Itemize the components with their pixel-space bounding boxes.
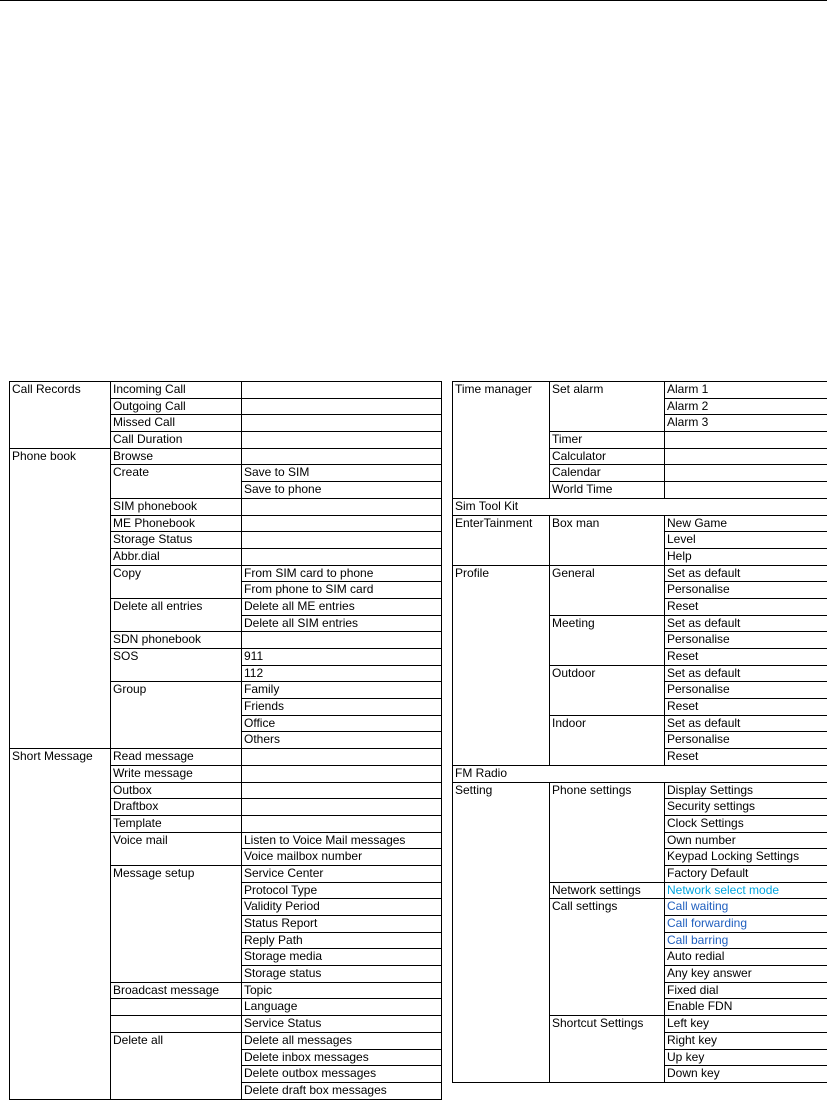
option-blank: [242, 448, 442, 465]
menu-row: [10, 382, 442, 399]
submenu-broadcast-message: Broadcast message: [111, 982, 242, 999]
submenu-sos: SOS: [111, 649, 242, 682]
option-blank: [242, 498, 442, 515]
option-blank: [665, 482, 827, 499]
option-blank: [242, 815, 442, 832]
option-blank: [242, 632, 442, 649]
submenu-calendar: Calendar: [550, 465, 665, 482]
option-topic: Topic: [242, 982, 442, 999]
menu-row: [10, 448, 442, 465]
submenu-delete-all-entries: Delete all entries: [111, 598, 242, 631]
submenu-phone-settings: Phone settings: [550, 782, 665, 882]
option-reply-path: Reply Path: [242, 932, 442, 949]
option-blank: [242, 765, 442, 782]
submenu-missed-call: Missed Call: [111, 415, 242, 432]
submenu-box-man: Box man: [550, 515, 665, 565]
option-from-sim-card-to-phone: From SIM card to phone: [242, 565, 442, 582]
submenu-sdn-phonebook: SDN phonebook: [111, 632, 242, 649]
option-up-key: Up key: [665, 1049, 827, 1066]
option-set-as-default: Set as default: [665, 615, 827, 632]
option-personalise: Personalise: [665, 682, 827, 699]
option-alarm-2: Alarm 2: [665, 398, 827, 415]
option-blank: [242, 515, 442, 532]
menu-row: [453, 382, 827, 399]
option-blank: [665, 448, 827, 465]
submenu-outdoor: Outdoor: [550, 665, 665, 715]
option-reset: Reset: [665, 598, 827, 615]
option-save-to-phone: Save to phone: [242, 482, 442, 499]
submenu-copy: Copy: [111, 565, 242, 598]
menu-profile: Profile: [453, 565, 550, 765]
option-911: 911: [242, 649, 442, 666]
menu-call-records: Call Records: [10, 382, 111, 449]
submenu-call-settings: Call settings: [550, 899, 665, 1016]
option-clock-settings: Clock Settings: [665, 815, 827, 832]
option-blank: [242, 382, 442, 399]
top-rule: [0, 0, 827, 1]
menu-setting: Setting: [453, 782, 550, 1082]
option-blank: [242, 532, 442, 549]
menu-row: [453, 782, 827, 799]
submenu-abbr-dial: Abbr.dial: [111, 548, 242, 565]
menu-row: [453, 498, 827, 515]
option-keypad-locking-settings: Keypad Locking Settings: [665, 849, 827, 866]
submenu-group: Group: [111, 682, 242, 749]
submenu-blank: [111, 1016, 242, 1033]
option-set-as-default: Set as default: [665, 565, 827, 582]
menu-row: [10, 749, 442, 766]
menu-entertainment: EnterTainment: [453, 515, 550, 565]
option-voice-mailbox-number: Voice mailbox number: [242, 849, 442, 866]
option-blank: [242, 415, 442, 432]
option-help: Help: [665, 548, 827, 565]
submenu-template: Template: [111, 815, 242, 832]
submenu-general: General: [550, 565, 665, 615]
option-language: Language: [242, 999, 442, 1016]
option-any-key-answer: Any key answer: [665, 966, 827, 983]
submenu-shortcut-settings: Shortcut Settings: [550, 1016, 665, 1083]
submenu-blank: [111, 999, 242, 1016]
option-delete-all-sim-entries: Delete all SIM entries: [242, 615, 442, 632]
option-new-game: New Game: [665, 515, 827, 532]
submenu-draftbox: Draftbox: [111, 799, 242, 816]
option-delete-draft-box-messages: Delete draft box messages: [242, 1082, 442, 1099]
submenu-message-setup: Message setup: [111, 865, 242, 982]
submenu-indoor: Indoor: [550, 715, 665, 765]
submenu-read-message: Read message: [111, 749, 242, 766]
menu-row: [453, 565, 827, 582]
menu-phone-book: Phone book: [10, 448, 111, 748]
option-factory-default: Factory Default: [665, 865, 827, 882]
menu-short-message: Short Message: [10, 749, 111, 1099]
option-reset: Reset: [665, 749, 827, 766]
option-alarm-3: Alarm 3: [665, 415, 827, 432]
option-left-key: Left key: [665, 1016, 827, 1033]
option-blank: [242, 749, 442, 766]
option-call-waiting: Call waiting: [665, 899, 827, 916]
submenu-delete-all: Delete all: [111, 1032, 242, 1099]
option-reset: Reset: [665, 699, 827, 716]
option-right-key: Right key: [665, 1032, 827, 1049]
option-display-settings: Display Settings: [665, 782, 827, 799]
submenu-timer: Timer: [550, 432, 665, 449]
submenu-world-time: World Time: [550, 482, 665, 499]
option-blank: [242, 548, 442, 565]
submenu-call-duration: Call Duration: [111, 432, 242, 449]
option-status-report: Status Report: [242, 916, 442, 933]
submenu-meeting: Meeting: [550, 615, 665, 665]
option-personalise: Personalise: [665, 732, 827, 749]
menu-time-manager: Time manager: [453, 382, 550, 499]
option-friends: Friends: [242, 699, 442, 716]
menu-row: [453, 765, 827, 782]
option-service-center: Service Center: [242, 865, 442, 882]
menu-sim-tool-kit: Sim Tool Kit: [453, 498, 827, 515]
submenu-outgoing-call: Outgoing Call: [111, 398, 242, 415]
submenu-network-settings: Network settings: [550, 882, 665, 899]
submenu-create: Create: [111, 465, 242, 498]
option-112: 112: [242, 665, 442, 682]
option-down-key: Down key: [665, 1066, 827, 1083]
option-storage-status: Storage status: [242, 966, 442, 983]
submenu-me-phonebook: ME Phonebook: [111, 515, 242, 532]
option-level: Level: [665, 532, 827, 549]
option-call-barring: Call barring: [665, 932, 827, 949]
submenu-write-message: Write message: [111, 765, 242, 782]
option-save-to-sim: Save to SIM: [242, 465, 442, 482]
option-delete-all-messages: Delete all messages: [242, 1032, 442, 1049]
menu-fm-radio: FM Radio: [453, 765, 827, 782]
option-service-status: Service Status: [242, 1016, 442, 1033]
option-set-as-default: Set as default: [665, 665, 827, 682]
menu-row: [453, 515, 827, 532]
option-set-as-default: Set as default: [665, 715, 827, 732]
option-from-phone-to-sim-card: From phone to SIM card: [242, 582, 442, 599]
option-fixed-dial: Fixed dial: [665, 982, 827, 999]
left-menu-table: [9, 381, 442, 1100]
option-delete-outbox-messages: Delete outbox messages: [242, 1066, 442, 1083]
option-own-number: Own number: [665, 832, 827, 849]
option-storage-media: Storage media: [242, 949, 442, 966]
submenu-incoming-call: Incoming Call: [111, 382, 242, 399]
option-alarm-1: Alarm 1: [665, 382, 827, 399]
option-delete-inbox-messages: Delete inbox messages: [242, 1049, 442, 1066]
option-blank: [242, 782, 442, 799]
submenu-voice-mail: Voice mail: [111, 832, 242, 865]
option-network-select-mode: Network select mode: [665, 882, 827, 899]
option-delete-all-me-entries: Delete all ME entries: [242, 598, 442, 615]
right-menu-table: [452, 381, 827, 1083]
option-auto-redial: Auto redial: [665, 949, 827, 966]
option-blank: [242, 398, 442, 415]
option-validity-period: Validity Period: [242, 899, 442, 916]
submenu-browse: Browse: [111, 448, 242, 465]
option-personalise: Personalise: [665, 632, 827, 649]
submenu-calculator: Calculator: [550, 448, 665, 465]
option-blank: [242, 799, 442, 816]
submenu-outbox: Outbox: [111, 782, 242, 799]
option-personalise: Personalise: [665, 582, 827, 599]
option-blank: [665, 465, 827, 482]
submenu-sim-phonebook: SIM phonebook: [111, 498, 242, 515]
option-protocol-type: Protocol Type: [242, 882, 442, 899]
option-call-forwarding: Call forwarding: [665, 916, 827, 933]
option-enable-fdn: Enable FDN: [665, 999, 827, 1016]
option-listen-to-voice-mail-messages: Listen to Voice Mail messages: [242, 832, 442, 849]
submenu-storage-status: Storage Status: [111, 532, 242, 549]
option-security-settings: Security settings: [665, 799, 827, 816]
submenu-set-alarm: Set alarm: [550, 382, 665, 432]
option-others: Others: [242, 732, 442, 749]
option-reset: Reset: [665, 649, 827, 666]
option-blank: [665, 432, 827, 449]
option-family: Family: [242, 682, 442, 699]
option-office: Office: [242, 715, 442, 732]
option-blank: [242, 432, 442, 449]
